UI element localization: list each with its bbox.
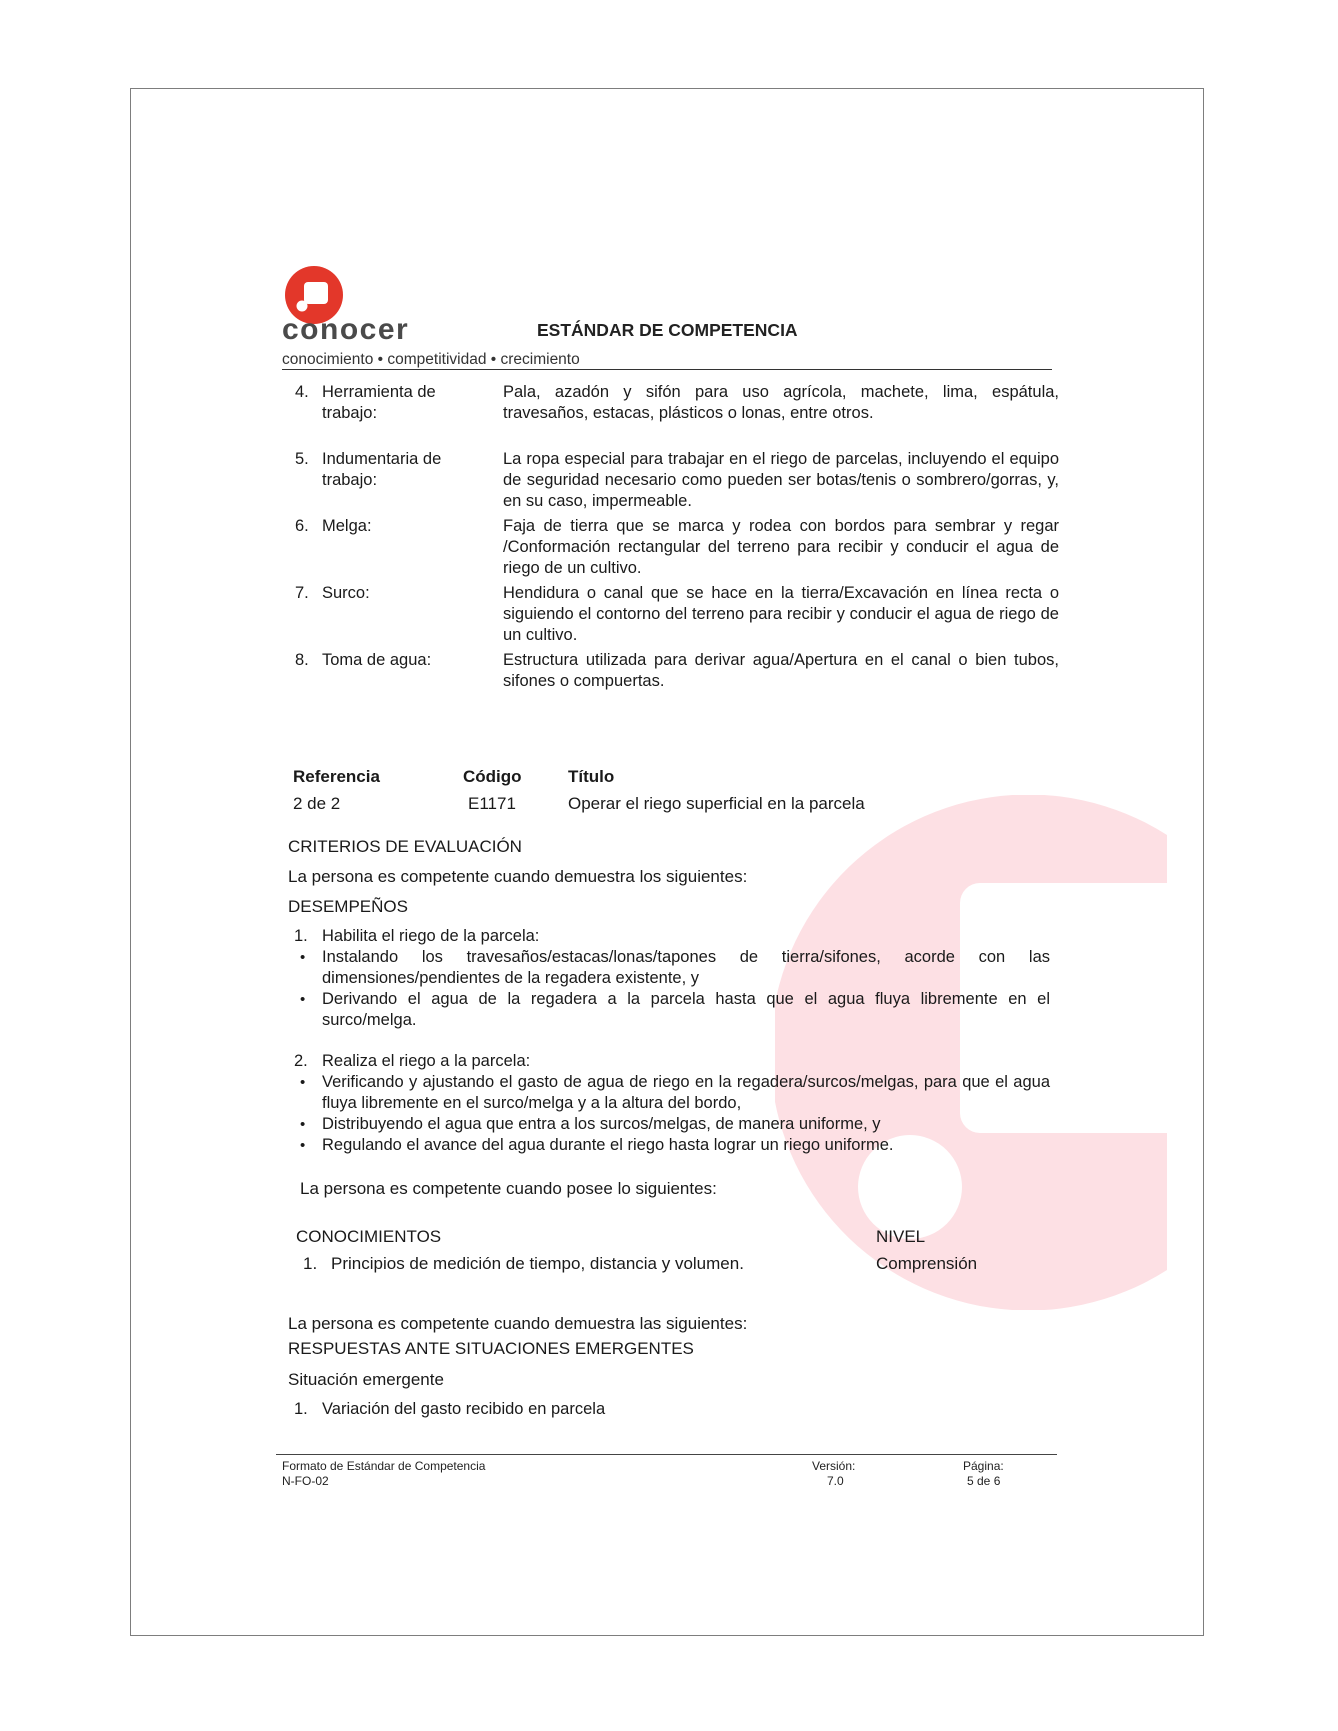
definition-term: Melga: — [322, 517, 372, 535]
definition-term: Indumentaria de trabajo: — [322, 450, 442, 489]
definition-text: Hendidura o canal que se hace en la tierra/Excavación en línea recta o siguiendo el contorno del terreno para recibir y conducir el agua de riego de un cultivo. — [503, 584, 1059, 644]
performance-title: Habilita el riego de la parcela: — [322, 927, 540, 945]
respuestas-intro: La persona es competente cuando demuestra las siguientes: — [288, 1314, 748, 1333]
title-value: Operar el riego superficial en la parcela — [568, 794, 865, 813]
posee-intro: La persona es competente cuando posee lo siguientes: — [300, 1179, 717, 1198]
knowledge-number: 1. — [303, 1254, 318, 1273]
definition-number: 6. — [295, 517, 309, 535]
definition-number: 7. — [295, 584, 309, 602]
code-value: E1171 — [468, 794, 516, 813]
definition-term: Surco: — [322, 584, 370, 602]
definition-number: 8. — [295, 651, 309, 669]
situacion-heading: Situación emergente — [288, 1370, 444, 1389]
footer-page-value: 5 de 6 — [967, 1474, 1001, 1488]
performance-title: Realiza el riego a la parcela: — [322, 1052, 531, 1070]
criteria-heading: CRITERIOS DE EVALUACIÓN — [288, 837, 522, 856]
knowledge-level: Comprensión — [876, 1254, 978, 1273]
footer-format-label: Formato de Estándar de Competencia — [282, 1459, 486, 1473]
document-title: ESTÁNDAR DE COMPETENCIA — [537, 320, 798, 340]
footer-version-label: Versión: — [812, 1459, 856, 1473]
nivel-heading: NIVEL — [876, 1227, 926, 1246]
performance-bullet: Verificando y ajustando el gasto de agua de riego en la regadera/surcos/melgas, para que el agua fluya libremente en el surco/melga y a la altura del bordo, — [322, 1073, 1050, 1112]
definition-text: Pala, azadón y sifón para uso agrícola, machete, lima, espátula, travesaños, estacas, plásticos o lonas, entre otros. — [503, 383, 1059, 422]
title-header: Título — [568, 767, 615, 786]
situation-text: Variación del gasto recibido en parcela — [322, 1400, 606, 1418]
desempenos-heading: DESEMPEÑOS — [288, 897, 408, 916]
logo-tagline: conocimiento • competitividad • crecimiento — [282, 351, 580, 368]
performance-bullet: Regulando el avance del agua durante el riego hasta lograr un riego uniforme. — [322, 1136, 894, 1154]
conocer-watermark — [775, 795, 1167, 1310]
definition-term: Herramienta de trabajo: — [322, 383, 436, 422]
footer-format-code: N-FO-02 — [282, 1474, 329, 1488]
reference-value: 2 de 2 — [293, 794, 341, 813]
criteria-intro: La persona es competente cuando demuestra los siguientes: — [288, 867, 748, 886]
situation-number: 1. — [294, 1400, 308, 1418]
header-divider — [282, 369, 1052, 370]
respuestas-heading: RESPUESTAS ANTE SITUACIONES EMERGENTES — [288, 1339, 694, 1358]
code-header: Código — [463, 767, 522, 786]
bullet-icon: • — [300, 949, 306, 966]
knowledge-text: Principios de medición de tiempo, distancia y volumen. — [331, 1254, 744, 1273]
definition-text: Faja de tierra que se marca y rodea con bordos para sembrar y regar /Conformación rectangular del terreno para recibir y conducir el agua de riego de un cultivo. — [503, 517, 1059, 577]
definition-text: La ropa especial para trabajar en el riego de parcelas, incluyendo el equipo de seguridad necesario como pueden ser botas/tenis o sombrero/gorras, y, en su caso, impermeable. — [503, 450, 1059, 510]
performance-bullet: Derivando el agua de la regadera a la parcela hasta que el agua fluya libremente en el surco/melga. — [322, 990, 1050, 1029]
performance-number: 1. — [294, 927, 308, 945]
definition-text: Estructura utilizada para derivar agua/Apertura en el canal o bien tubos, sifones o compuertas. — [503, 651, 1059, 690]
performance-bullet: Distribuyendo el agua que entra a los surcos/melgas, de manera uniforme, y — [322, 1115, 881, 1133]
bullet-icon: • — [300, 1074, 306, 1091]
definition-term: Toma de agua: — [322, 651, 432, 669]
conocimientos-heading: CONOCIMIENTOS — [296, 1227, 442, 1246]
logo-wordmark: conocer — [282, 313, 410, 346]
footer-page-label: Página: — [963, 1459, 1004, 1473]
definition-number: 5. — [295, 450, 309, 468]
definition-number: 4. — [295, 383, 309, 401]
bullet-icon: • — [300, 991, 306, 1008]
bullet-icon: • — [300, 1116, 306, 1133]
performance-number: 2. — [294, 1052, 308, 1070]
footer-divider — [276, 1454, 1057, 1455]
performance-bullet: Instalando los travesaños/estacas/lonas/tapones de tierra/sifones, acorde con las dimensiones/pendientes de la regadera existente, y — [322, 948, 1050, 987]
footer-version-value: 7.0 — [827, 1474, 844, 1488]
reference-header: Referencia — [293, 767, 380, 786]
bullet-icon: • — [300, 1137, 306, 1154]
